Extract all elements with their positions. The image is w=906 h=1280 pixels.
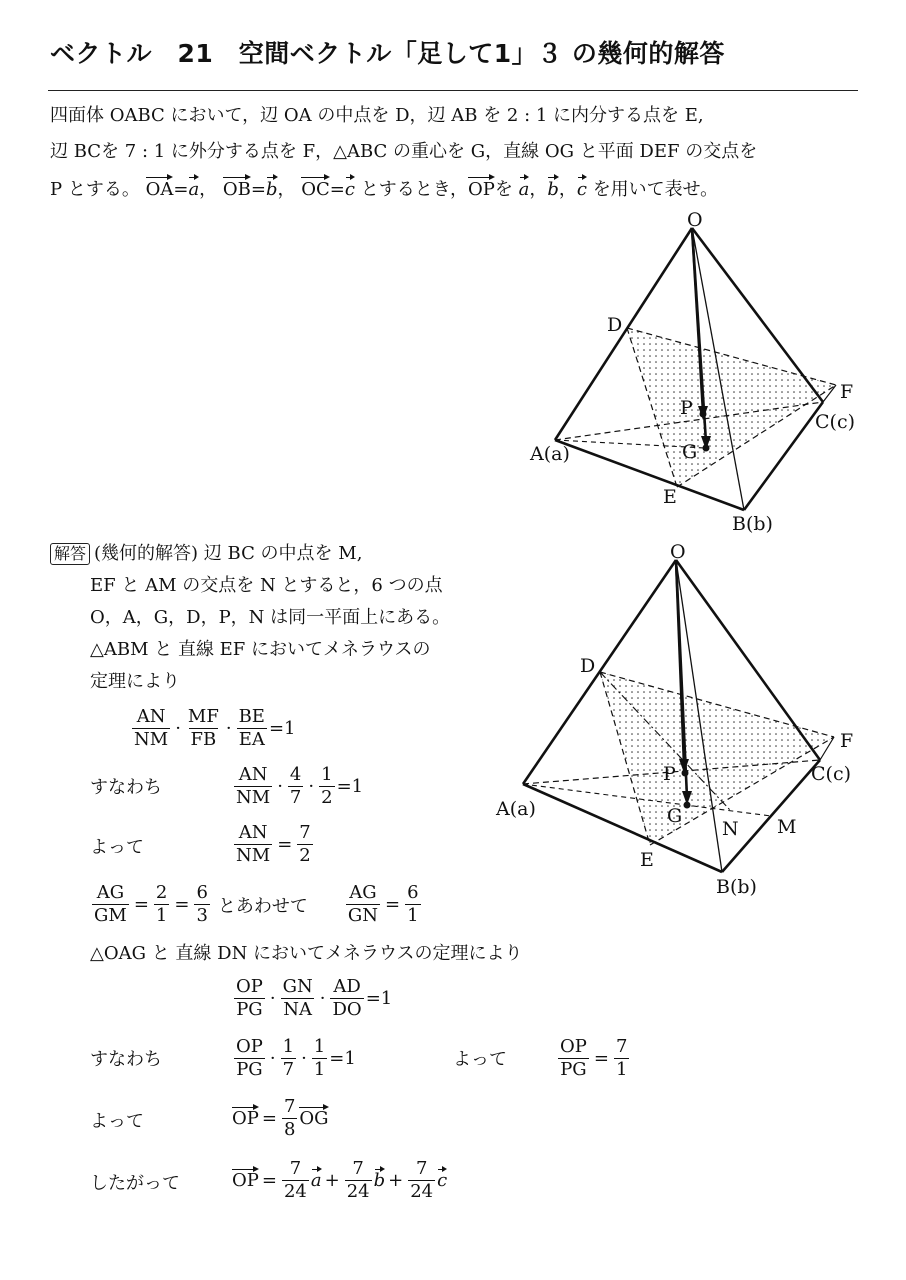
- problem-line-3-prefix: P とする。: [50, 179, 140, 200]
- plane-def-1: [627, 328, 836, 487]
- page-title: ベクトル 21 空間ベクトル「足して1」３ の幾何的解答: [50, 39, 725, 68]
- plane-def-2: [600, 672, 834, 845]
- point-g-1: [703, 445, 710, 452]
- problem-line-1: 四面体 OABC において，辺 OA の中点を D，辺 AB を 2 : 1 に内分する点を E,: [50, 105, 704, 126]
- solution-intro-1: [50, 542, 362, 566]
- label-b-2: B(b): [716, 876, 757, 898]
- vector-oc: OC: [301, 179, 330, 200]
- vector-b: b: [265, 179, 278, 200]
- point-g-2: [684, 802, 691, 809]
- solution-intro-4: △ABM と 直線 EF においてメネラウスの: [90, 639, 431, 660]
- label-p-2: P: [663, 763, 676, 785]
- problem-line-2: 辺 BCを 7 : 1 に外分する点を F，△ABC の重心を G，直線 OG と平面 DEF の交点を: [50, 141, 758, 162]
- label-sunawachi-1: すなわち: [90, 777, 162, 798]
- label-e-2: E: [640, 849, 654, 871]
- label-sunawachi-2: すなわち: [90, 1049, 162, 1070]
- vector-oa: OA: [145, 179, 174, 200]
- solution-intro-2: EF と AM の交点を N とすると，6 つの点: [90, 575, 443, 596]
- equation-menelaus-2: $\frac{OP}{PG}$ · $\frac{GN}{NA}$ · $\frac{AD}{DO}$ =1: [236, 976, 393, 1020]
- vector-c-2: c: [576, 179, 587, 200]
- label-shitagatte: したがって: [90, 1173, 180, 1194]
- label-c-1: C(c): [815, 411, 856, 433]
- vector-ob: OB: [222, 179, 251, 200]
- vector-op: OP: [467, 179, 495, 200]
- label-d-1: D: [607, 314, 623, 336]
- vector-b-2: b: [547, 179, 559, 200]
- label-o-1: O: [687, 209, 703, 231]
- label-a-1: A(a): [530, 443, 570, 465]
- equation-6: $\frac{OP}{PG}$ · $\frac{1}{7}$ · $\frac{1}{1}$ =1: [236, 1036, 356, 1080]
- label-p-1: P: [680, 397, 693, 419]
- label-b-1: B(b): [732, 513, 773, 535]
- point-p-2: [682, 770, 689, 777]
- label-g-1: G: [682, 441, 698, 463]
- label-a-2: A(a): [496, 798, 536, 820]
- problem-line-3-suffix: を用いて表せ。: [592, 179, 719, 200]
- label-yotte-2: よって: [453, 1049, 507, 1070]
- label-c-2: C(c): [811, 763, 852, 785]
- label-d-2: D: [580, 655, 596, 677]
- label-f-2: F: [840, 730, 854, 752]
- solution-intro-3: O，A，G，D，P，N は同一平面上にある。: [90, 607, 451, 628]
- label-f-1: F: [840, 381, 854, 403]
- label-m-2: M: [777, 816, 797, 838]
- equation-menelaus-1: $\frac{AN}{NM}$ · $\frac{MF}{FB}$ · $\frac{BE}{EA}$ =1: [134, 706, 296, 750]
- point-p-1: [700, 411, 707, 418]
- problem-line-3: P とする。 OA=a， OB=b， OC=c とするとき，OPを a，b，c を用いて表せ。: [50, 179, 719, 200]
- vector-a: a: [188, 179, 200, 200]
- equation-2: $\frac{AN}{NM}$ · $\frac{4}{7}$ · $\frac{1}{2}$ =1: [236, 764, 364, 808]
- equation-8: OP = $\frac{7}{24}$ a + $\frac{7}{24}$ b + $\frac{7}{24}$ c: [232, 1158, 448, 1202]
- equation-7: OP = $\frac{7}{8}$ OG: [232, 1096, 329, 1140]
- solution-line-oag: △OAG と 直線 DN においてメネラウスの定理により: [90, 943, 523, 964]
- vector-a-2: a: [518, 179, 530, 200]
- equation-6b: $\frac{OP}{PG}$ = $\frac{7}{1}$: [560, 1036, 628, 1080]
- label-yotte-1: よって: [90, 837, 144, 858]
- label-e-1: E: [663, 486, 677, 508]
- equation-3: $\frac{AN}{NM}$ = $\frac{7}{2}$: [236, 822, 311, 866]
- solution-intro-5: 定理により: [90, 671, 180, 692]
- label-o-2: O: [670, 541, 686, 563]
- equation-4: $\frac{AG}{GM}$ = $\frac{2}{1}$ = $\frac{6}{3}$ とあわせて $\frac{AG}{GN}$ = $\frac{6}{1}$: [94, 882, 419, 926]
- label-n-2: N: [722, 818, 739, 840]
- problem-line-3-mid: とするとき，: [360, 179, 468, 200]
- answer-badge: 解答: [50, 543, 90, 565]
- label-g-2: G: [667, 805, 683, 827]
- solution-intro-1-text: (幾何的解答) 辺 BC の中点を M,: [94, 543, 363, 564]
- label-yotte-3: よって: [90, 1111, 144, 1132]
- vector-c: c: [344, 179, 355, 200]
